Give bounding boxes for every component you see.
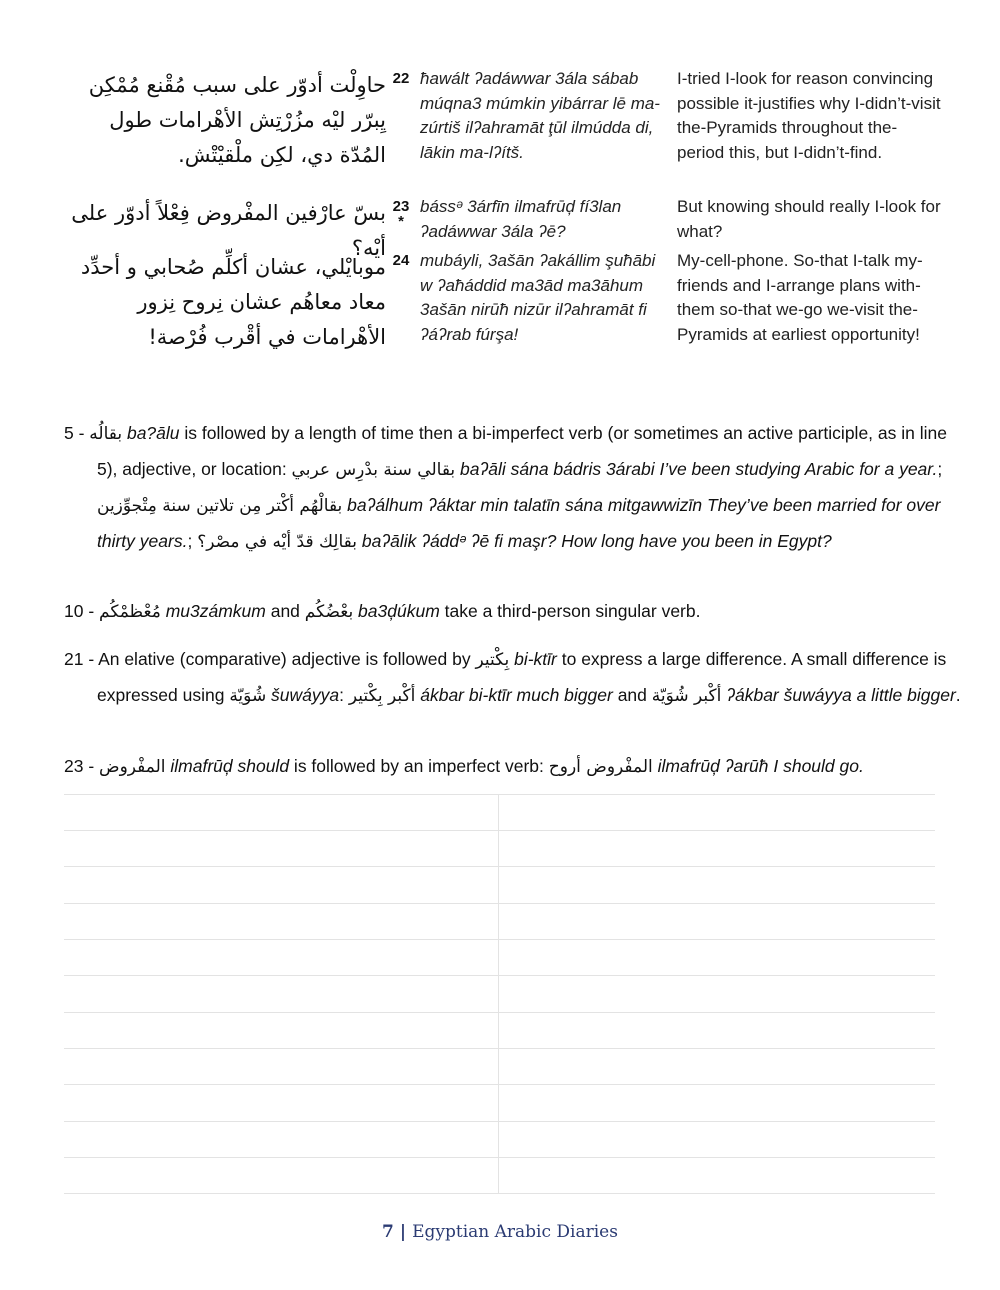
arabic-example: بقالْهُم أكْتر مِن تلاتين سنة مِتْجوِّزين [97,496,343,516]
translation: But knowing should really I-look for what? [677,197,941,241]
arabic-example: المفْروض أروح [548,757,653,777]
note-number: 5 - [64,423,90,443]
line-number: 23 [392,198,410,215]
arabic-term: بعْضُكُم [304,602,354,622]
example-translation: ilmafrūḑ ʔarūħ I should go. [652,756,864,776]
transliteration-term: ilmafrūḑ should [165,756,290,776]
example-translation: baʔálhum ʔáktar min talatīn sána mitgawwizīn They’ve been married for over thirty years. [97,495,941,551]
transliteration-term: ba3ḑúkum [353,601,440,621]
line-star-marker: * [398,213,404,230]
note-text: . [955,685,961,705]
note-text: and [612,685,652,705]
arabic-term: شُوَيّة [229,686,267,706]
page-number: 7 [382,1222,394,1242]
rule-line [64,1193,935,1194]
arabic-text: موبايْلي، عشان أكلِّم صُحابي و أحدِّد معاد معاهُم عشان نِروح نِزور الأهْرامات في أقْرب فُرْصة! [80,255,386,349]
note-10 [64,594,969,630]
transliteration-term: ba?ālu [122,423,180,443]
transliteration: bássᵊ 3árfīn ilmafrūḑ fí3lan ʔadáwwar 3ála ʔē? [420,197,622,241]
rule-line [64,794,935,795]
footer-separator: | [399,1222,407,1242]
note-text: and [265,601,305,621]
arabic-example: بقالِك قدّ أيْه في مصْر؟ [197,532,357,552]
arabic-example: أكْبر شُوَيّة [651,686,722,706]
note-5 [64,416,969,560]
arabic-term: المفْروض [99,757,166,777]
arabic-term: مُعْظمْكُم [99,602,161,622]
book-title: Egyptian Arabic Diaries [412,1222,618,1242]
note-number: 23 - [64,756,100,776]
example-translation: baʔālik ʔáddᵊ ʔē fi maşr? How long have you been in Egypt? [357,531,832,551]
note-text: ; [937,459,943,479]
transliteration-term: mu3zámkum [160,601,266,621]
note-21 [64,642,969,714]
translation: I-tried I-look for reason convincing possible it-justifies why I-didn’t-visit the-Pyramids throughout the-period this, but I-didn’t-find. [677,69,941,162]
translation: My-cell-phone. So-that I-talk my-friends and I-arrange plans with-them so-that we-go we-visit the-Pyramids at earliest opportunity! [677,251,923,344]
note-text: ; [187,531,198,551]
rule-line [64,866,935,867]
note-text: take a third-person singular verb. [439,601,701,621]
note-text: to express a large difference. A small difference is expressed using [97,649,947,705]
example-translation: ʔákbar šuwáyya a little bigger [721,685,956,705]
transliteration: mubáyli, 3ašān ʔakállim şuħābi w ʔaħáddid ma3ād ma3āhum 3ašān nirūħ nizūr ilʔahramāt fi ʔáʔrab fúrşa! [420,251,656,344]
rule-line [64,1012,935,1013]
rule-line [64,1084,935,1085]
arabic-term: بِكْتير [475,650,510,670]
rule-line [64,903,935,904]
example-translation: baʔāli sána bádris 3árabi I’ve been studying Arabic for a year. [455,459,938,479]
rule-line [64,939,935,940]
rule-line [64,830,935,831]
transliteration: ħawált ʔadáwwar 3ála sábab múqna3 múmkin yibárrar lē ma-zúrtiš ilʔahramāt ţūl ilmúdda di, lākin ma-lʔítš. [420,69,660,162]
rule-line [64,975,935,976]
note-text: is followed by a length of time then a bi-imperfect verb (or sometimes an active participle, as in line 5), adjective, or location: [97,423,947,479]
rule-line [64,1121,935,1122]
arabic-term: بقالُه [89,424,123,444]
note-number: 21 - [64,649,99,669]
arabic-text: حاوِلْت أدوّر على سبب مُقْنع مُمْكِن يِبرّر ليْه مزُرْتِش الأهْرامات طول المُدّة دي، لكِن ملْقيْتْش. [88,73,386,167]
example-translation: ákbar bi-ktīr much bigger [415,685,613,705]
note-text: : [339,685,349,705]
column-divider [498,794,499,1194]
note-text: is followed by an imperfect verb: [289,756,549,776]
rule-line [64,1157,935,1158]
transliteration-term: šuwáyya [266,685,340,705]
note-number: 10 - [64,601,100,621]
line-number: 22 [392,70,410,87]
line-number-block [390,198,412,228]
lined-notes-area [64,794,935,1194]
transliteration-term: bi-ktīr [509,649,557,669]
arabic-text: بسّ عارْفين المفْروض فِعْلاً أدوّر على أيْه؟ [71,201,386,260]
rule-line [64,1048,935,1049]
page-footer [0,1222,1000,1242]
note-23 [64,749,969,785]
note-text: An elative (comparative) adjective is followed by [98,649,476,669]
line-number: 24 [392,252,410,269]
arabic-example: أكْبر بِكْتير [348,686,416,706]
arabic-example: بقالي سنة بدْرِس عربي [291,460,456,480]
